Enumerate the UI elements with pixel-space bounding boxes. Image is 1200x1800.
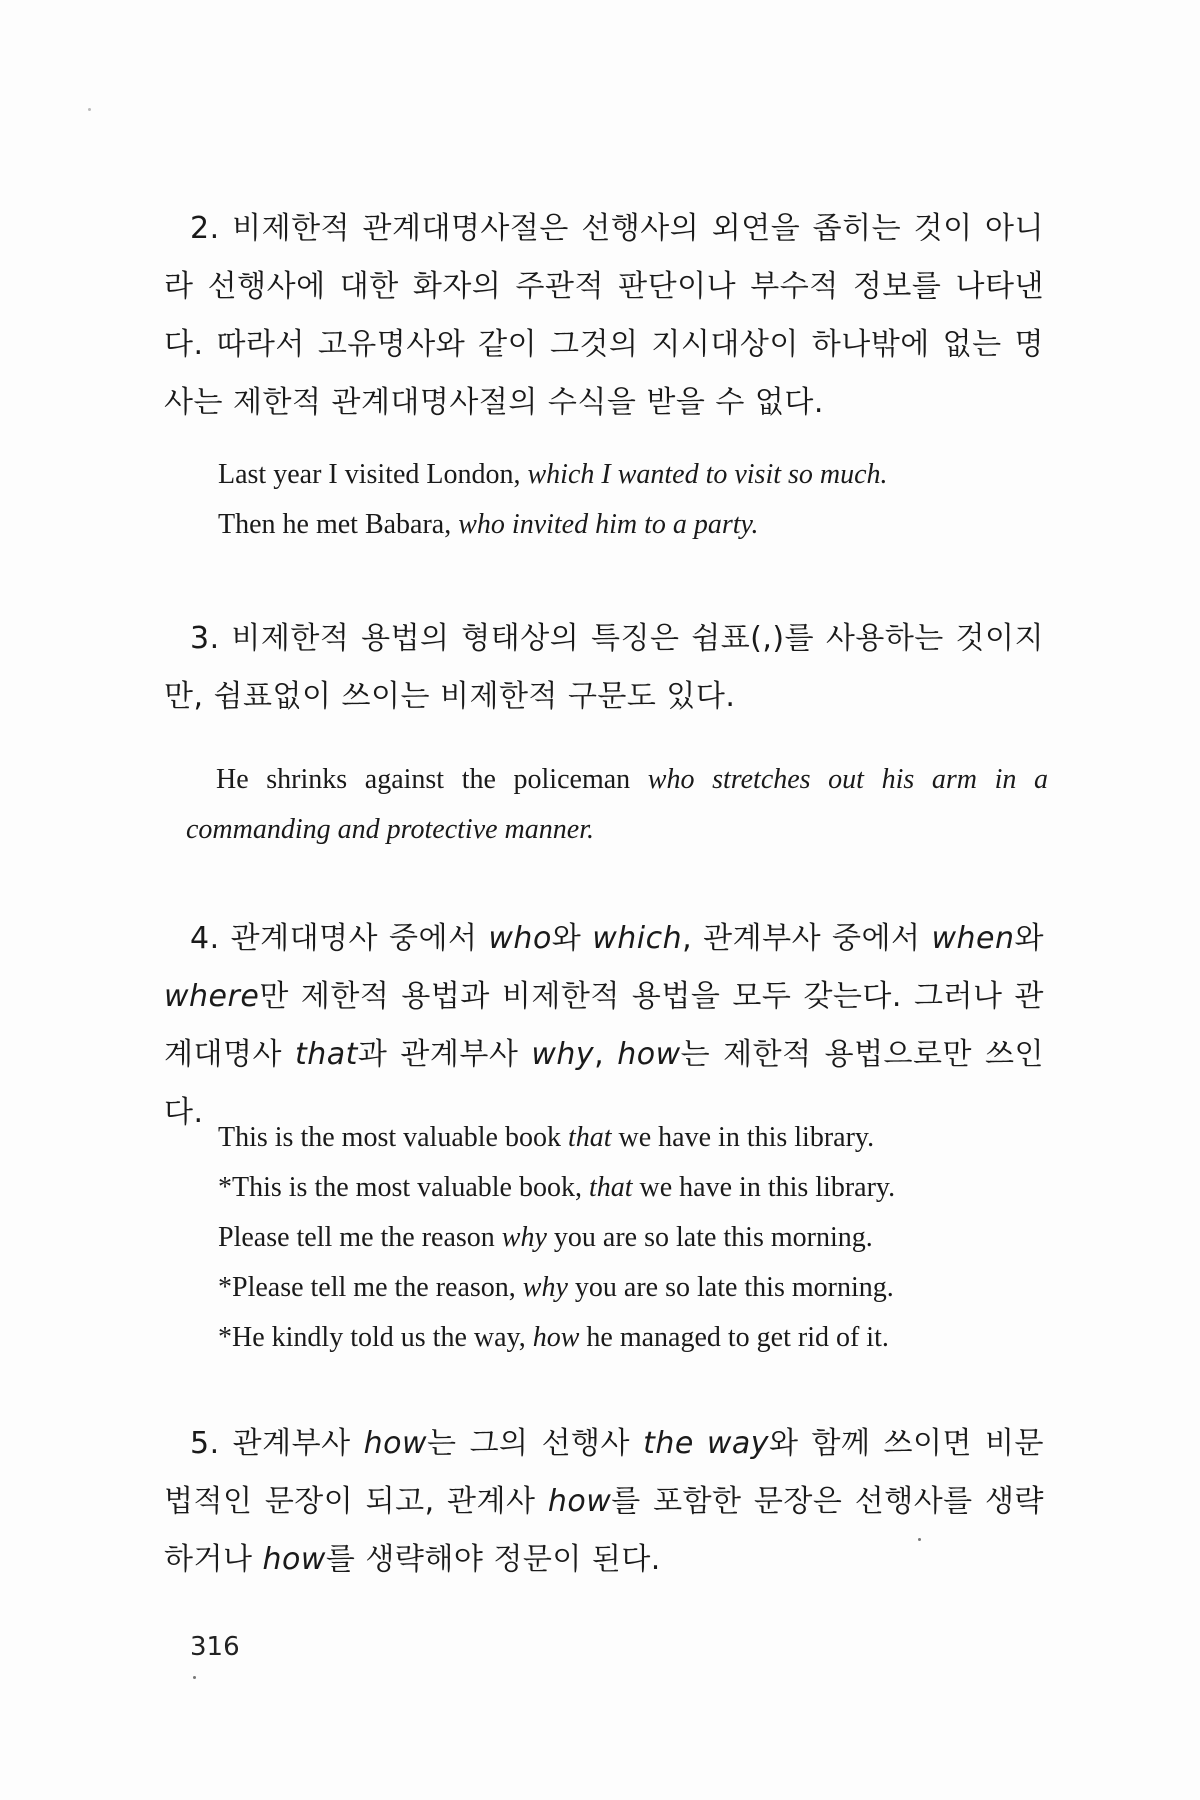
example-plain-text: *He kindly told us the way, (218, 1322, 533, 1353)
example-plain-text: we have in this library. (632, 1172, 896, 1203)
scan-speck (193, 1676, 196, 1679)
example-plain-text: we have in this library. (611, 1122, 875, 1153)
italic-term: how (617, 1037, 681, 1072)
text-run: 만 제한적 용법과 비제한적 용법을 모두 갖는다. 그러나 관계대명사 (164, 979, 1044, 1072)
section-3-number: 3. (190, 621, 220, 656)
example-italic-text: that (567, 1122, 612, 1153)
example-sentence (218, 1163, 1058, 1213)
paragraph-section-4 (164, 910, 1044, 1142)
text-run: 와 함께 쓰이면 비문법적인 문장이 되고, 관계사 (164, 1426, 1044, 1519)
text-run: 는 제한적 용법으로만 쓰인다. (164, 1037, 1044, 1130)
section-2-text: 비제한적 관계대명사절은 선행사의 외연을 좁히는 것이 아니라 선행사에 대한 화자의 주관적 판단이나 부수적 정보를 나타낸다. 따라서 고유명사와 같이 그것의 지시대상이 하나밖에 없는 명사는 제한적 관계대명사절의 수식을 받을 수 없다. (164, 211, 1044, 420)
scan-speck (88, 108, 91, 111)
text-run: 와 (551, 921, 593, 956)
italic-term: why (531, 1037, 595, 1072)
examples-section-4 (218, 1113, 1058, 1363)
example-section-3 (186, 755, 1048, 855)
example-sentence (218, 500, 1058, 550)
section-4-number: 4. (190, 921, 220, 956)
example-plain-text: you are so late this morning. (567, 1272, 894, 1303)
text-run: 는 그의 선행사 (427, 1426, 644, 1461)
example-sentence (218, 450, 1058, 500)
example-plain-text: he managed to get rid of it. (579, 1322, 889, 1353)
example-italic-text: which I wanted to visit so much. (527, 459, 888, 490)
text-run: 관계대명사 중에서 (230, 921, 489, 956)
example-italic-text: how (532, 1322, 580, 1353)
example-italic-text: who stretches out his arm in a commanding and protective manner. (186, 764, 1048, 845)
example-sentence (218, 1213, 1058, 1263)
italic-term: that (294, 1037, 358, 1072)
italic-term: how (547, 1484, 612, 1519)
italic-term: which (592, 921, 683, 956)
example-sentence (218, 1113, 1058, 1163)
example-plain-text: you are so late this morning. (546, 1222, 873, 1253)
italic-term: the way (643, 1426, 770, 1461)
paragraph-section-5 (164, 1415, 1044, 1589)
italic-term: how (363, 1426, 428, 1461)
examples-section-2 (218, 450, 1058, 550)
paragraph-section-2 (164, 200, 1044, 432)
example-plain-text: Then he met Babara, (218, 509, 459, 540)
italic-term: who (488, 921, 552, 956)
section-3-text: 비제한적 용법의 형태상의 특징은 쉼표(,)를 사용하는 것이지만, 쉼표없이 쓰이는 비제한적 구문도 있다. (164, 621, 1044, 714)
example-plain-text: *Please tell me the reason, (218, 1272, 523, 1303)
text-run: , 관계부사 중에서 (682, 921, 932, 956)
page-number: 316 (190, 1632, 240, 1662)
text-run: 를 포함한 문장은 선행사를 생략하거나 (164, 1484, 1044, 1577)
text-run: 를 생략해야 정문이 된다. (325, 1542, 661, 1577)
text-run: 과 관계부사 (357, 1037, 532, 1072)
italic-term: how (262, 1542, 326, 1577)
example-italic-text: who invited him to a party. (458, 509, 759, 540)
paragraph-section-3 (164, 610, 1044, 726)
section-2-number: 2. (190, 211, 220, 246)
italic-term: when (931, 921, 1015, 956)
italic-term: where (164, 979, 260, 1014)
example-plain-text: *This is the most valuable book, (218, 1172, 589, 1203)
section-5-number: 5. (190, 1426, 220, 1461)
example-italic-text: why (522, 1272, 568, 1303)
example-plain-text: He shrinks against the policeman (216, 764, 648, 795)
example-sentence (218, 1263, 1058, 1313)
example-italic-text: that (588, 1172, 633, 1203)
text-run: 관계부사 (232, 1426, 364, 1461)
example-plain-text: Please tell me the reason (218, 1222, 502, 1253)
example-plain-text: This is the most valuable book (218, 1122, 568, 1153)
text-run: , (594, 1037, 618, 1072)
text-run: 와 (1014, 921, 1044, 956)
example-italic-text: why (501, 1222, 547, 1253)
example-sentence (218, 1313, 1058, 1363)
scan-speck (918, 1538, 921, 1541)
example-plain-text: Last year I visited London, (218, 459, 528, 490)
